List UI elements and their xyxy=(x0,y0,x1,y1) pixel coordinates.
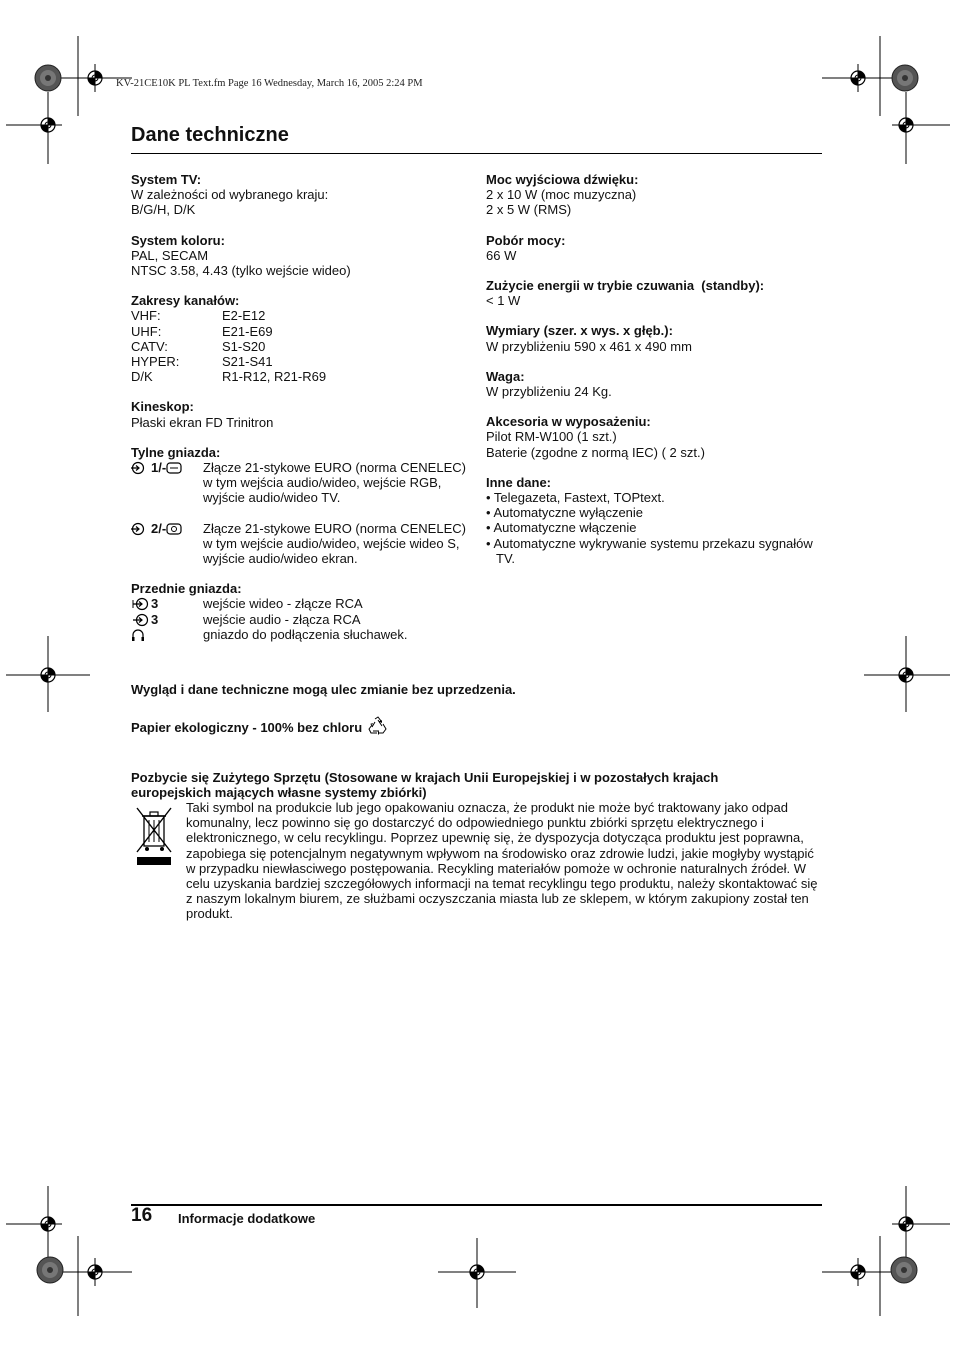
heading: Przednie gniazda: xyxy=(131,581,242,597)
connector-text: wejście audio - złącza RCA xyxy=(203,611,361,627)
connector-row xyxy=(131,627,471,642)
heading: Kineskop: xyxy=(131,399,194,415)
section-zakresy xyxy=(131,293,471,384)
connector-text: Złącze 21-stykowe EURO (norma CENELEC) w tym wejścia audio/wideo, wejście RGB, wyjście audio/wideo TV. xyxy=(203,460,466,506)
line: Pilot RM-W100 (1 szt.) xyxy=(486,429,617,445)
separator-slash: /- xyxy=(158,460,167,476)
band-value: R1-R12, R21-R69 xyxy=(222,369,327,385)
band-value: E2-E12 xyxy=(222,308,266,324)
line: Baterie (zgodne z normą IEC) ( 2 szt.) xyxy=(486,444,705,460)
left-column xyxy=(131,172,471,642)
scart-output-icon xyxy=(166,461,182,475)
list-item: • Automatyczne wyłączenie xyxy=(486,505,644,521)
audio-input-icon xyxy=(131,613,151,627)
section-wymiary xyxy=(486,323,822,353)
band-value: S21-S41 xyxy=(222,354,273,370)
section-system-koloru xyxy=(131,233,471,279)
section-tylne xyxy=(131,445,471,566)
connector-text: gniazdo do podłączenia słuchawek. xyxy=(203,626,408,642)
video-input-icon xyxy=(131,597,151,611)
disposal-heading: Pozbycie się Zużytego Sprzętu (Stosowane w krajach Unii Europejskiej i w pozostałych krajach europejskich mających własne systemy zbiórki) xyxy=(131,770,719,801)
s-video-icon xyxy=(166,522,182,536)
band-key: D/K xyxy=(131,369,153,385)
heading: Wymiary (szer. x wys. x głęb.): xyxy=(486,323,673,339)
connector-row xyxy=(131,460,471,506)
heading: Pobór mocy: xyxy=(486,232,566,248)
heading: Tylne gniazda: xyxy=(131,444,221,460)
heading: Waga: xyxy=(486,368,525,384)
section-waga xyxy=(486,369,822,399)
line: < 1 W xyxy=(486,293,521,309)
band-key: CATV: xyxy=(131,338,168,354)
heading: Akcesoria w wyposażeniu: xyxy=(486,414,651,430)
section-standby xyxy=(486,278,822,308)
list-item: • Automatyczne włączenie xyxy=(486,520,637,536)
line: PAL, SECAM xyxy=(131,247,209,263)
heading: Inne dane: xyxy=(486,474,552,490)
band-row xyxy=(131,324,471,339)
connector-number: 2 xyxy=(151,520,159,536)
connector-row xyxy=(131,521,471,567)
heading: Zakresy kanałów: xyxy=(131,293,240,309)
file-meta: KV-21CE10K PL Text.fm Page 16 Wednesday, March 16, 2005 2:24 PM xyxy=(116,78,423,89)
heading: System TV: xyxy=(131,172,202,187)
connector-number: 3 xyxy=(151,611,159,627)
section-akcesoria xyxy=(486,414,822,460)
paper-note-text: Papier ekologiczny - 100% bez chloru xyxy=(131,720,363,735)
section-pobor xyxy=(486,233,822,263)
line: W przybliżeniu 590 x 461 x 490 mm xyxy=(486,338,692,354)
list-item: • Telegazeta, Fastext, TOPtext. xyxy=(486,490,665,506)
band-key: VHF: xyxy=(131,308,161,324)
section-label: Informacje dodatkowe xyxy=(178,1211,316,1226)
footer-rule xyxy=(131,1204,822,1206)
band-key: HYPER: xyxy=(131,354,180,370)
crossed-bin-icon xyxy=(135,806,173,868)
heading: System koloru: xyxy=(131,232,225,248)
band-key: UHF: xyxy=(131,323,162,339)
heading: Moc wyjściowa dźwięku: xyxy=(486,172,639,187)
page-title: Dane techniczne xyxy=(131,124,289,146)
scart-in-out-2-icon xyxy=(131,522,151,536)
band-row xyxy=(131,354,471,369)
band-row xyxy=(131,369,471,384)
connector-row xyxy=(131,596,471,611)
section-moc xyxy=(486,172,822,218)
section-przednie xyxy=(131,581,471,642)
band-value: E21-E69 xyxy=(222,323,273,339)
line: 66 W xyxy=(486,247,517,263)
right-column xyxy=(486,172,822,566)
connector-number: 1 xyxy=(151,460,159,476)
paper-note xyxy=(131,716,388,736)
heading: Zużycie energii w trybie czuwania (standby): xyxy=(486,278,765,294)
line: W przybliżeniu 24 Kg. xyxy=(486,384,612,400)
line: 2 x 5 W (RMS) xyxy=(486,202,572,218)
connector-text: wejście wideo - złącze RCA xyxy=(203,596,363,612)
scart-in-out-1-icon xyxy=(131,461,151,475)
band-row xyxy=(131,308,471,323)
disposal-text: Taki symbol na produkcie lub jego opakowaniu oznacza, że produkt nie może być traktowany jako odpad komunalny, lecz powinno się go dostarczyć do odpowiedniego punktu zbiórki sprzętu elektrycznego i elektronicznego, w celu recyklingu. Poprzez upewnię się, że dyspozycja dotycząca produktu jest poprawna, zapobiega się potencjalnym negatywnym wpływom na środowisko oraz zdrowie ludzi, jakie mogłyby wystąpić w przypadku niewłasciwego postępowania. Recykling materiałów pomoże w ochronie naturalnych źródeł. W celu uzyskania bardziej szczegółowych informacji na temat recyklingu tego produktu, należy skontaktować się z naszym lokalnym biurem, ze służbami oczyszczania miasta lub ze sklepem, w którym zakupiony został ten produkt. xyxy=(186,800,818,922)
connector-text: Złącze 21-stykowe EURO (norma CENELEC) w tym wejście audio/wideo, wejście wideo S, wyjście audio/wideo ekran. xyxy=(203,520,466,567)
list-item: • Automatyczne wykrywanie systemu przekazu sygnałów TV. xyxy=(486,535,813,566)
separator-slash: /- xyxy=(158,520,167,536)
line: Płaski ekran FD Trinitron xyxy=(131,414,274,430)
band-row xyxy=(131,339,471,354)
section-kineskop xyxy=(131,399,471,429)
line: 2 x 10 W (moc muzyczna) xyxy=(486,187,637,203)
line: W zależności od wybranego kraju: xyxy=(131,187,329,203)
recycle-icon xyxy=(368,716,388,736)
title-rule xyxy=(131,153,822,154)
band-value: S1-S20 xyxy=(222,338,266,354)
connector-row xyxy=(131,612,471,627)
connector-number: 3 xyxy=(151,596,159,612)
line: B/G/H, D/K xyxy=(131,202,196,218)
headphones-icon xyxy=(131,628,145,642)
section-system-tv xyxy=(131,172,471,218)
line: NTSC 3.58, 4.43 (tylko wejście wideo) xyxy=(131,263,351,279)
change-note: Wygląd i dane techniczne mogą ulec zmianie bez uprzedzenia. xyxy=(131,682,516,697)
page-number: 16 xyxy=(131,1205,153,1226)
section-inne xyxy=(486,475,822,566)
